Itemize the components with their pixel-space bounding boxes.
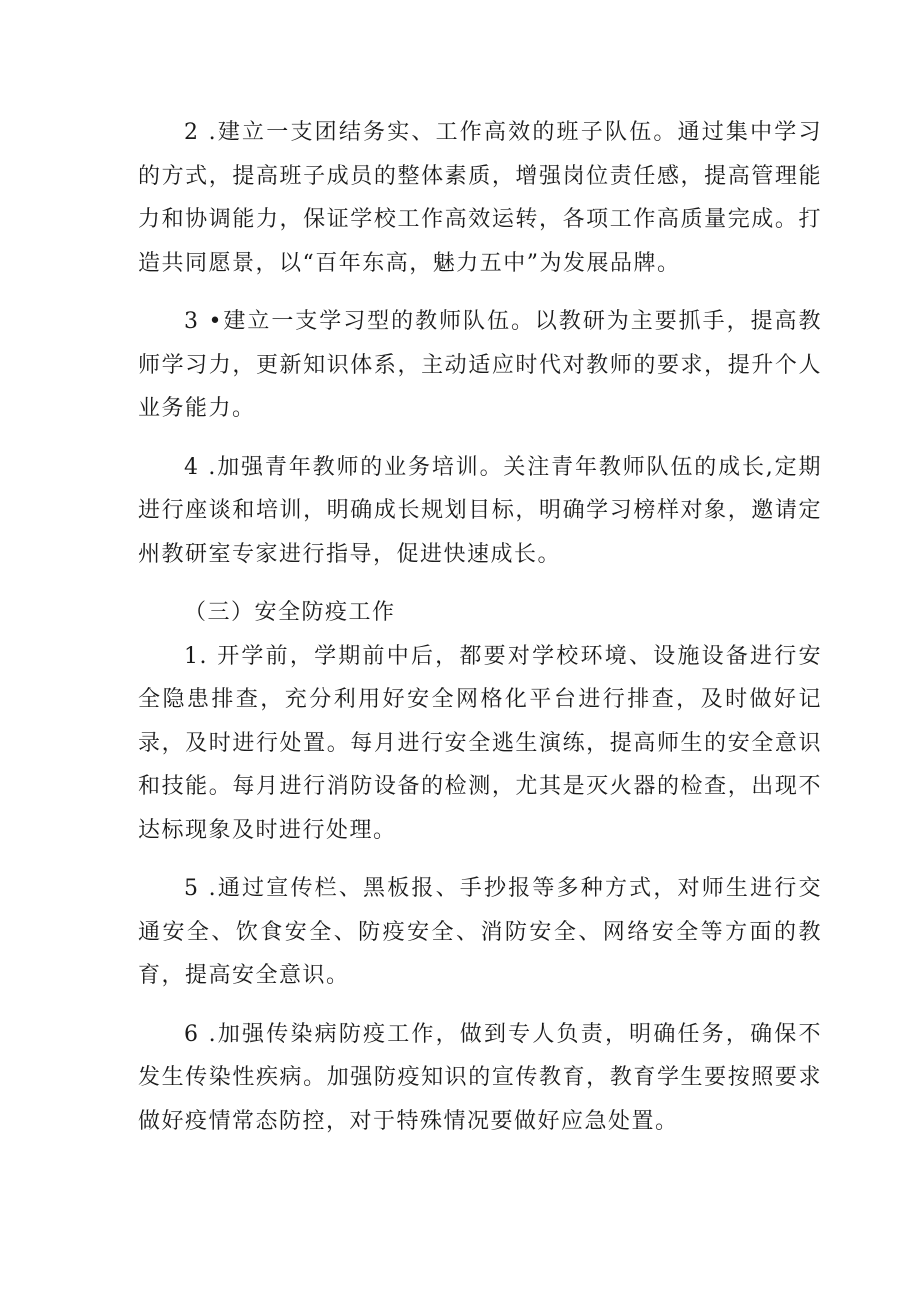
- paragraph-safety-6: 6 .加强传染病防疫工作，做到专人负责，明确任务，确保不发生传染性疾病。加强防疫知识的宣传教育，教育学生要按照要求做好疫情常态防控，对于特殊情况要做好应急处置。: [138, 1021, 822, 1134]
- paragraph-item-3: 3 •建立一支学习型的教师队伍。以教研为主要抓手，提高教师学习力，更新知识体系，主动适应时代对教师的要求，提升个人业务能力。: [138, 309, 822, 421]
- paragraph-item-4: 4 .加强青年教师的业务培训。关注青年教师队伍的成长,定期进行座谈和培训，明确成长规划目标，明确学习榜样对象，邀请定州教研室专家进行指导，促进快速成长。: [138, 454, 822, 567]
- paragraph-item-2: 2 .建立一支团结务实、工作高效的班子队伍。通过集中学习的方式，提高班子成员的整体素质，增强岗位责任感，提高管理能力和协调能力，保证学校工作高效运转，各项工作高质量完成。打造共同愿景，以“百年东高，魅力五中”为发展品牌。: [138, 120, 822, 276]
- document-body: [138, 111, 822, 1143]
- paragraph-safety-1: 1. 开学前，学期前中后，都要对学校环境、设施设备进行安全隐患排查，充分利用好安全网格化平台进行排查，及时做好记录，及时进行处置。每月进行安全逃生演练，提高师生的安全意识和技能。每月进行消防设备的检测，尤其是灭火器的检查，出现不达标现象及时进行处理。: [138, 643, 822, 843]
- section-heading-safety: （三）安全防疫工作: [184, 600, 396, 625]
- paragraph-safety-5: 5 .通过宣传栏、黑板报、手抄报等多种方式，对师生进行交通安全、饮食安全、防疫安全、消防安全、网络安全等方面的教育，提高安全意识。: [138, 876, 822, 988]
